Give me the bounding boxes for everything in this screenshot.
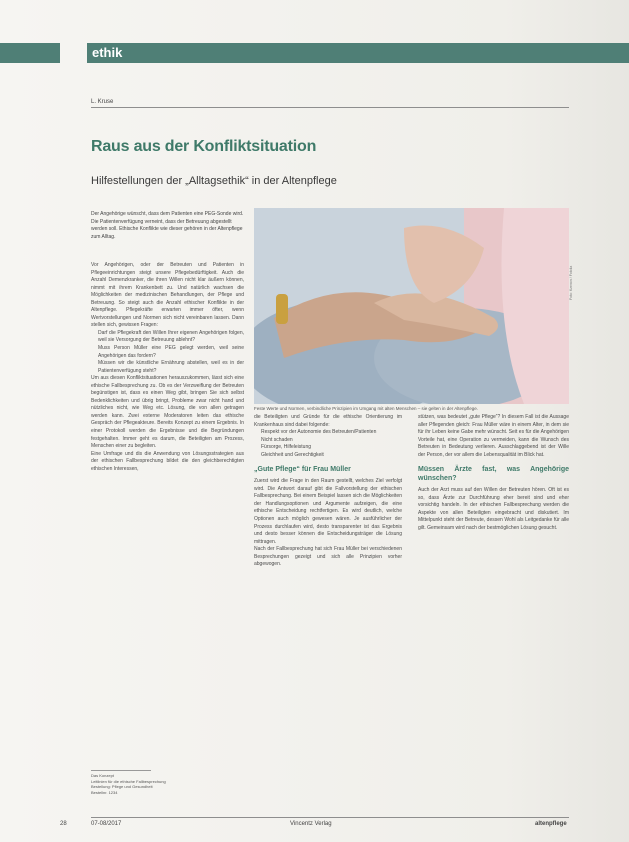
list-item: • Fürsorge, Hilfeleistung	[261, 444, 402, 452]
footer-divider	[91, 817, 569, 818]
page-number: 28	[60, 821, 67, 827]
column-2-body: Zuerst wird die Frage in den Raum gestellt, welches Ziel verfolgt wird. Die Antwort darauf gibt die Fallvorstellung der ethischen Fallbesprechung. Bei einem Beispiel lassen sich die Möglichkeiten der Handlungsoptionen und Argumente aufzeigen, die eine ethische Entscheidung rechtfertigen. Es wird deutlich, welche Optionen auch möglich gewesen wären. Je ausführlicher der Prozess durchlaufen wird, desto transparenter ist das Ergebnis und desto besser können die Entscheidungsträger die Lösung mittragen.	[254, 478, 402, 545]
info-box	[91, 773, 196, 795]
column-3-body: Auch der Arzt muss auf den Willen der Betreuten hören. Oft ist es so, dass Ärzte zur Durchführung eher bereit sind und eher vorsichtig handeln. In der ethischen Fallbesprechung werden die Aspekte von allen Beteiligten eingebracht und diskutiert. Im Mittelpunkt steht der Betreute, dessen Wohl als Leitgedanke für alle gilt. Gemeinsam wird nach der bestmöglichen Lösung gesucht.	[418, 487, 569, 532]
column-2-bullets	[254, 429, 402, 459]
article-photo	[254, 208, 569, 404]
column-2	[254, 414, 402, 809]
info-box-line: Bestellung: Pflege und Gesundheit	[91, 784, 153, 789]
hands-photo-illustration	[254, 208, 569, 404]
article-title: Raus aus der Konfliktsituation	[91, 138, 317, 155]
list-item: • Respekt vor der Autonomie des Betreuten/Patienten	[261, 429, 402, 437]
section-label: ethik	[92, 45, 123, 60]
column-2-end: Nach der Fallbesprechung hat sich Frau Müller bei verschiedenen Besprechungen gezeigt und sich alle Prinzipien vorher abgewogen.	[254, 546, 402, 568]
column-1-end: Eine Umfrage und dis die Anwendung von Lösungsstrategien aus der ethischen Fallbesprechung bildet die den gleichberechtigten ethischen Interessen,	[91, 450, 244, 472]
list-item: • Müssen wir die künstliche Ernährung abstellen, weil es in der Patientenverfügung steht?	[98, 360, 244, 375]
issue-date: 07-08/2017	[91, 821, 122, 827]
author-name: L. Kruse	[91, 99, 114, 105]
list-item: • Darf die Pflegekraft den Willen Ihrer eigenen Angehörigen folgen, weil sie Versorgung der Betreuung ablehnt?	[98, 330, 244, 345]
section-bar-left	[0, 43, 60, 63]
article-intro: Der Angehörige wünscht, dass dem Patienten eine PEG-Sonde wird. Die Patientenverfügung verneint, dass der Betreuung abgestellt werden soll. Ethische Konflikte wie dieser gehören in der Altenpflege zum Alltag.	[91, 211, 244, 240]
photo-caption: Feste Werte und Normen, verbindliche Prinzipien im Umgang mit alten Menschen – sie gelten in der Altenpflege.	[254, 406, 479, 411]
column-1-bullets	[91, 330, 244, 375]
list-item: • Nicht schaden	[261, 437, 402, 445]
column-3-heading: Müssen Ärzte fast, was Angehörige wünschen?	[418, 466, 569, 483]
list-item: • Muss Person Müller eine PEG gelegt werden, weil seine Angehörigen das fordern?	[98, 345, 244, 360]
info-box-divider	[91, 770, 151, 771]
section-bar	[87, 43, 629, 63]
list-item: • Gleichheit und Gerechtigkeit	[261, 452, 402, 460]
column-3-top: stützen, was bedeutet „gute Pflege“? In diesem Fall ist die Aussage aller Pflegenden gleich: Frau Müller wäre in einem Alter, in dem sie für ihr Leben keine Gabe mehr wünscht. Seit es für die Angehörigen Vorteile hat, eine Operation zu vermeiden, kann die Wunsch des Betreuten in Bedeutung verlieren. Ausschlaggebend ist der Wille der Person, der vor allem die Lebensqualität im Blick hat.	[418, 414, 569, 458]
photo-credit: Foto: Kzenon / Fotolia	[569, 265, 573, 300]
header-divider	[91, 107, 569, 108]
column-1	[91, 262, 244, 762]
publisher: Vincentz Verlag	[290, 821, 332, 827]
article-subtitle: Hilfestellungen der „Alltagsethik“ in der Altenpflege	[91, 175, 337, 187]
info-box-line: Das Konzept	[91, 773, 114, 778]
column-3	[418, 414, 569, 809]
column-1-more: Um aus diesen Konfliktsituationen herauszukommen, lässt sich eine ethische Fallbesprechung zu. Ob es der Verzweiflung der Betreuten begünstigen ist, dass es einen Weg gibt, bringen Sie sich selbst Bedenklichkeiten und übrig bringt, Probleme zwar nicht hand und nützliches nicht, wie Weg etc. Lösung, die von allen getragen werden kann. Zwei externe Moderatoren leiten das ethische Gespräch der Pflegeakteure. Bereits Konzept zu einem Ergebnis. In einer Protokoll werden die Ergebnisse und die Begründungen festgehalten. Immer geht es darum, die Beteiligten am Prozess, Menschen einer zu begleiten.	[91, 375, 244, 450]
column-2-heading: „Gute Pflege“ für Frau Müller	[254, 466, 351, 474]
column-1-paragraph: Vor Angehörigen, oder der Betreuten und Patienten in Pflegeeinrichtungen steigt unsere Pflegebedürftigkeit. Auch die Anzahl Demenzkranker, die ihren Willen nicht klar äußern können, nimmt mit ihrem Krankenbett zu. Und natürlich wachsen die Möglichkeiten der medizinischen Behandlungen, der Pflege und Betreuung. So steigt auch die Anzahl ethischer Konflikte in der Altenpflege. Pflegekräfte erwarten immer öfter, wenn Wertvorstellungen und Normen sich nicht vereinbaren lassen. Dann stellen sich, gewissen Fragen:	[91, 262, 244, 329]
magazine-brand: altenpflege	[535, 821, 567, 827]
info-box-line: Bestellnr. 1234	[91, 789, 118, 795]
column-2-top: die Beteiligten und Gründe für die ethische Orientierung im Krankenhaus sind dabei folgende:	[254, 414, 402, 428]
info-box-line: Leitlinien für die ethische Fallbesprechung	[91, 778, 166, 784]
